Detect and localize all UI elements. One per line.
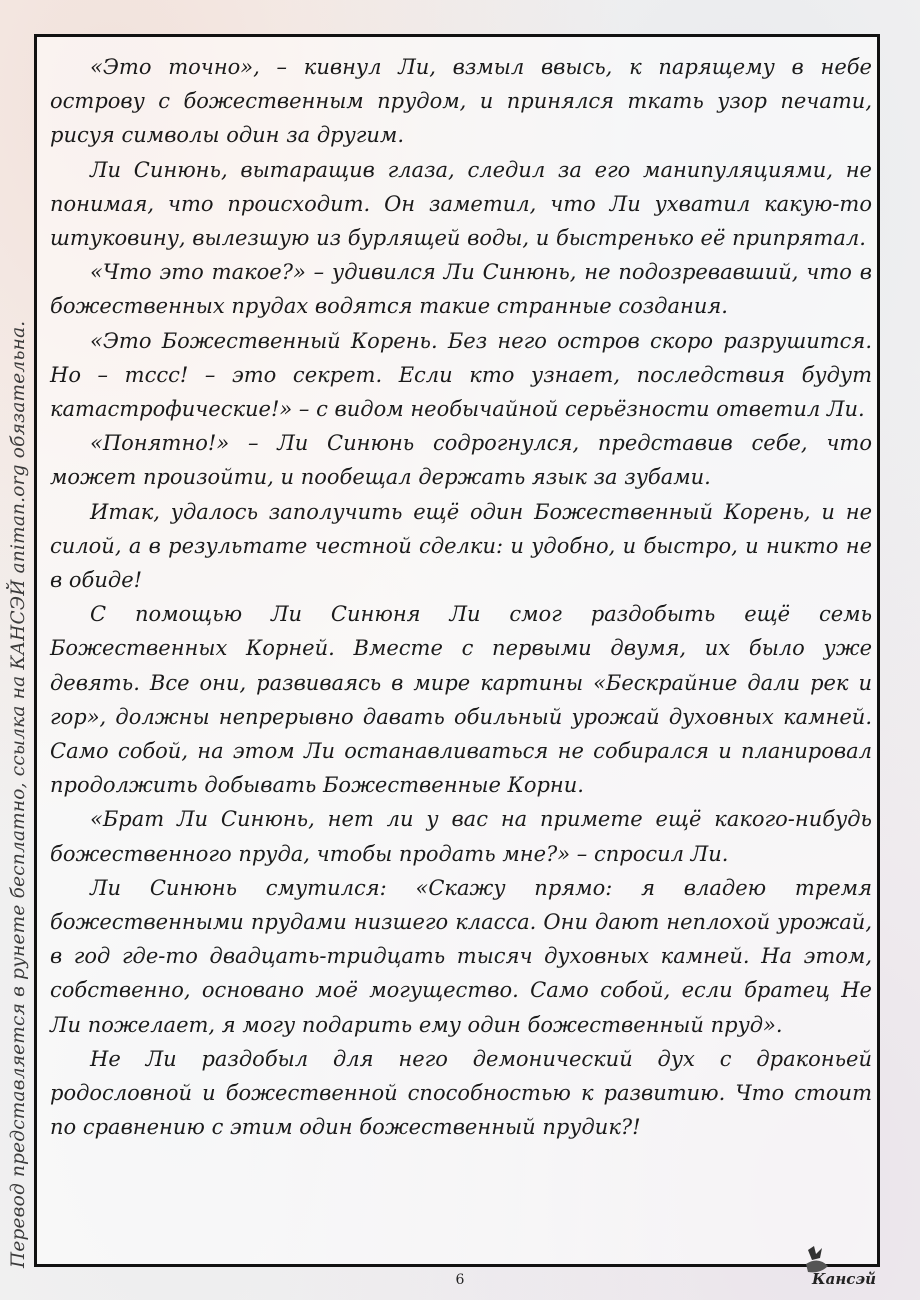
paragraph: «Понятно!» – Ли Синюнь содрогнулся, представив себе, что может произойти, и пообещал держать язык за зубами. [50, 431, 872, 490]
brand-name: Кансэй [812, 1270, 877, 1288]
paragraph: «Это Божественный Корень. Без него остров скоро разрушится. Но – тссс! – это секрет. Если кто узнает, последствия будут катастрофические!» – с видом необычайной серьёзности ответил Ли. [50, 328, 872, 422]
paragraph: Не Ли раздобыл для него демонический дух с драконьей родословной и божественной способностью к развитию. Что стоит по сравнению с этим один божественный прудик?! [50, 1046, 872, 1140]
paragraph: С помощью Ли Синюня Ли смог раздобыть ещё семь Божественных Корней. Вместе с первыми двумя, их было уже девять. Все они, развиваясь в мире картины «Бескрайние дали рек и гор», должны непрерывно давать обильный урожай духовных камней. Само собой, на этом Ли останавливаться не собирался и планировал продолжить добывать Божественные Корни. [50, 602, 872, 798]
paragraph: Ли Синюнь, вытаращив глаза, следил за его манипуляциями, не понимая, что происходит. Он заметил, что Ли ухватил какую-то штуковину, вылезшую из бурлящей воды, и быстренько её припрятал. [50, 157, 872, 251]
paragraph: «Это точно», – кивнул Ли, взмыл ввысь, к парящему в небе острову с божественным прудом, и принялся ткать узор печати, рисуя символы один за другим. [50, 55, 872, 148]
story-text [50, 50, 872, 1145]
translation-notice: Перевод представляется в рунете бесплатно, ссылка на КАНСЭЙ animan.org обязательна. [8, 320, 29, 1268]
brand-logo [798, 1244, 878, 1296]
paragraph: «Что это такое?» – удивился Ли Синюнь, не подозревавший, что в божественных прудах водятся такие странные создания. [50, 260, 872, 319]
paragraph: Итак, удалось заполучить ещё один Божественный Корень, и не силой, а в результате честной сделки: и удобно, и быстро, и никто не в обиде! [50, 499, 872, 593]
paragraph: «Брат Ли Синюнь, нет ли у вас на примете ещё какого-нибудь божественного пруда, чтобы продать мне?» – спросил Ли. [50, 807, 872, 866]
paragraph: Ли Синюнь смутился: «Скажу прямо: я владею тремя божественными прудами низшего класса. Они дают неплохой урожай, в год где-то двадцать-тридцать тысяч духовных камней. На этом, собственно, основано моё могущество. Само собой, если братец Не Ли пожелает, я могу подарить ему один божественный пруд». [50, 875, 872, 1037]
page-number: 6 [455, 1272, 465, 1288]
